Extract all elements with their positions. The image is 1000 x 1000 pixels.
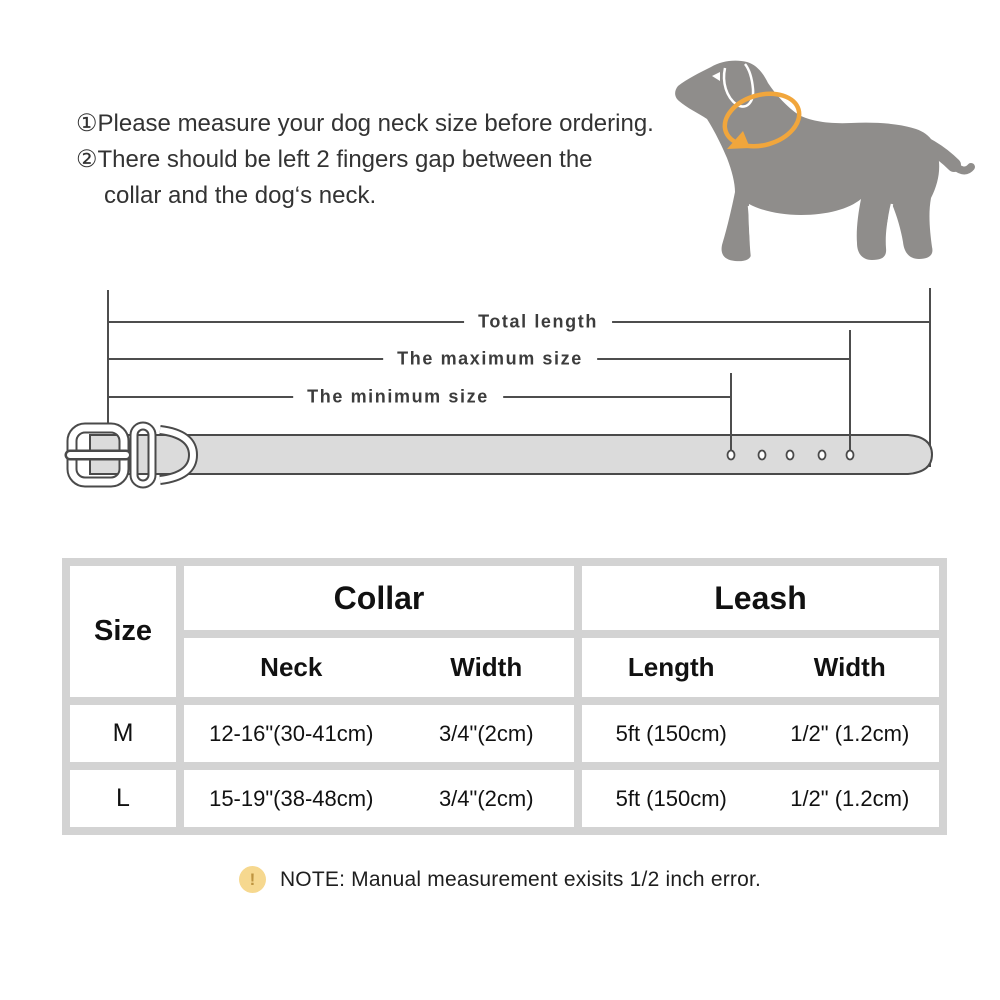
leash-length-header: Length — [627, 652, 715, 682]
size-m-label: M — [70, 705, 176, 762]
m-collar-neck-value: 12-16"(30-41cm) — [209, 720, 374, 746]
left-extent-line — [107, 290, 109, 433]
collar-strap — [90, 435, 932, 474]
note-text: NOTE: Manual measurement exisits 1/2 inch error. — [279, 867, 762, 891]
instruction-step-2-line-1: ②There should be left 2 fingers gap between the — [76, 146, 593, 173]
dog-body — [675, 61, 939, 262]
collar-neck-header: Neck — [260, 652, 323, 682]
collar-width-header: Width — [450, 652, 523, 682]
l-leash-width-value: 1/2" (1.2cm) — [790, 785, 910, 811]
instruction-step-1: ①Please measure your dog neck size before ordering. — [76, 110, 654, 137]
table-row-l-collar — [184, 770, 574, 827]
size-l-label: L — [70, 770, 176, 827]
dog-silhouette-icon — [650, 48, 980, 290]
instruction-step-2-line-2: collar and the dog‘s neck. — [104, 182, 377, 209]
l-collar-width-value: 3/4"(2cm) — [438, 785, 534, 811]
exclamation-icon: ! — [239, 866, 266, 893]
measuring-instructions — [76, 106, 696, 214]
leash-sub-headers — [582, 638, 939, 697]
minimum-size-label: The minimum size — [293, 387, 503, 408]
l-leash-length-value: 5ft (150cm) — [615, 785, 727, 811]
l-collar-neck-value: 15-19"(38-48cm) — [209, 785, 374, 811]
measurement-note — [0, 866, 1000, 893]
leash-width-header: Width — [813, 652, 886, 682]
maximum-size-label: The maximum size — [383, 349, 597, 370]
m-leash-length-value: 5ft (150cm) — [615, 720, 727, 746]
table-row-m-leash — [582, 705, 939, 762]
collar-group-header: Collar — [184, 566, 574, 630]
m-leash-width-value: 1/2" (1.2cm) — [790, 720, 910, 746]
size-column-header: Size — [70, 566, 176, 697]
table-row-m-collar — [184, 705, 574, 762]
table-row-l-leash — [582, 770, 939, 827]
total-length-label: Total length — [464, 312, 612, 333]
minimum-size-drop-line — [730, 373, 732, 451]
dog-illustration — [650, 48, 980, 290]
leash-group-header: Leash — [582, 566, 939, 630]
m-collar-width-value: 3/4"(2cm) — [438, 720, 534, 746]
size-table — [62, 558, 947, 835]
collar-strap-illustration — [60, 420, 950, 492]
collar-sub-headers — [184, 638, 574, 697]
maximum-size-drop-line — [849, 330, 851, 451]
